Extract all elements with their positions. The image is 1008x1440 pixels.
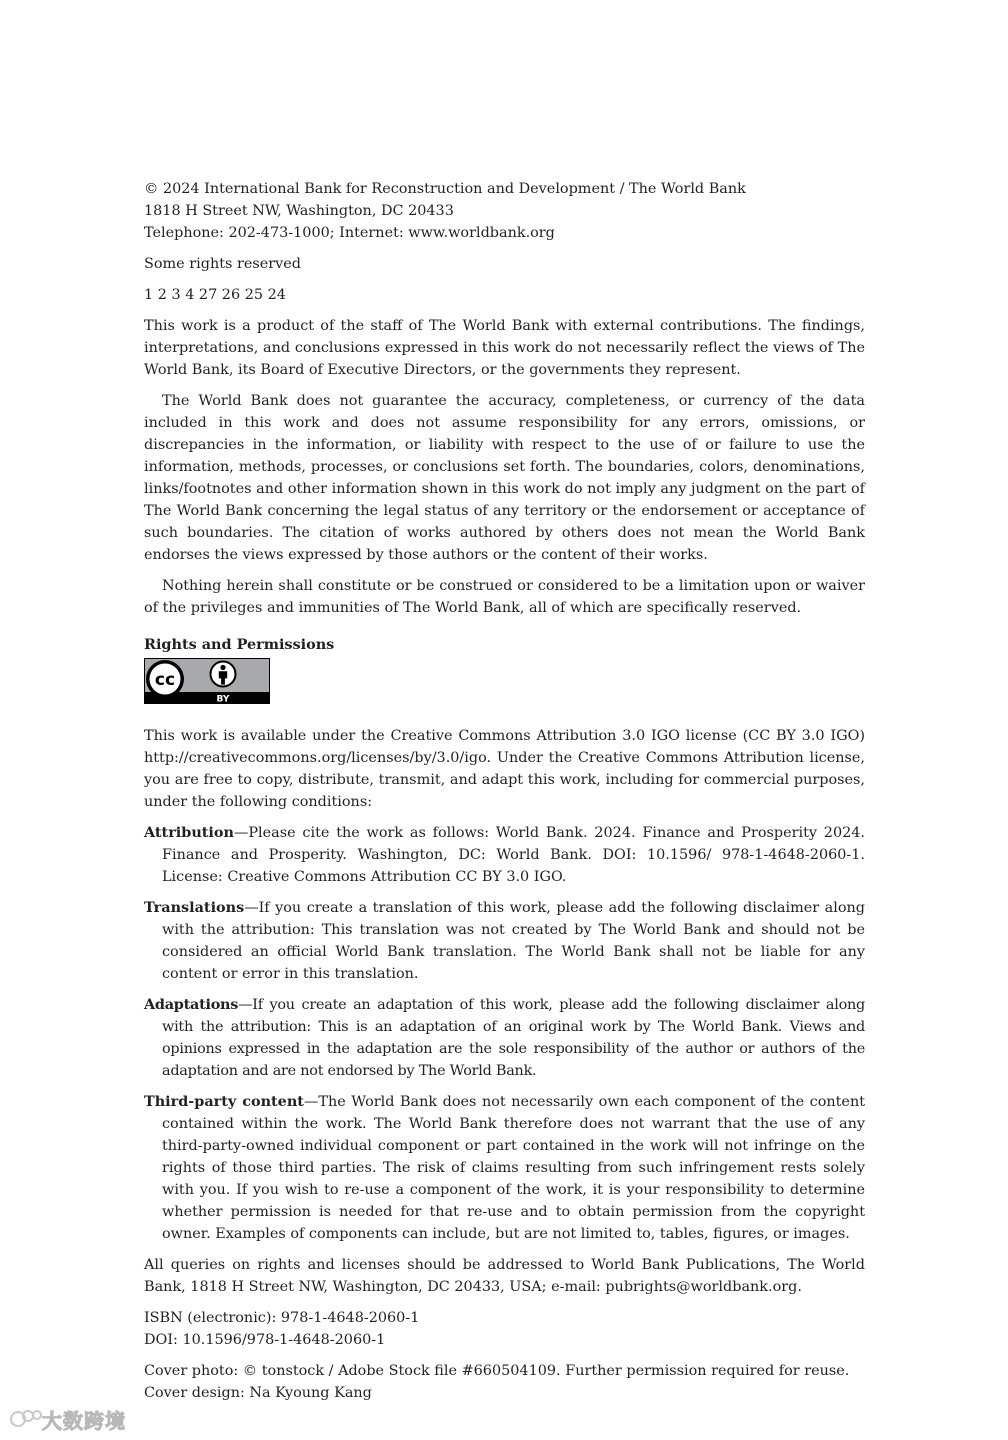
cc-icon-text: cc (154, 670, 176, 690)
attribution-person-icon (211, 662, 236, 687)
condition-text: —If you create a translation of this work, please add the following disclaimer along with the attribution: This translation was not created by The World Bank and should not be considered an official World Bank translation. The World Bank shall not be liable for any content or error in this translation. (162, 900, 865, 982)
copyright-page (144, 178, 865, 1404)
condition-term: Attribution (144, 824, 234, 841)
rights-heading: Rights and Permissions (144, 636, 335, 653)
license-text: This work is available under the Creative Commons Attribution 3.0 IGO license (CC BY 3.0 IGO) http://creativecommons.org/licenses/by/3.0/igo. Under the Creative Commons Attribution license, you are free to copy, distribute, transmit, and adapt this work, including for commercial purposes, under the following conditions: (144, 728, 865, 810)
cover-design-credit: Cover design: Na Kyoung Kang (144, 1385, 372, 1401)
address-line: 1818 H Street NW, Washington, DC 20433 (144, 203, 454, 219)
cc-by-license-badge (144, 658, 270, 704)
condition-text: —The World Bank does not necessarily own each component of the content contained within the work. The World Bank therefore does not warrant that the use of any third-party-owned individual component or part contained in the work will not infringe on the rights of those third parties. The risk of claims resulting from such infringement rests solely with you. If you wish to re-use a component of the work, it is your responsibility to determine whether permission is needed for that re-use and to obtain permission from the copyright owner. Examples of components can include, but are not limited to, tables, figures, or images. (162, 1094, 865, 1242)
cc-icon (146, 660, 184, 698)
condition-attribution (144, 822, 865, 888)
copyright-line: © 2024 International Bank for Reconstruction and Development / The World Bank (144, 181, 746, 197)
condition-adaptations (144, 994, 865, 1082)
publisher-block (144, 178, 865, 244)
by-label: BY (216, 694, 230, 704)
queries-paragraph: All queries on rights and licenses should be addressed to World Bank Publications, The World Bank, 1818 H Street NW, Washington, DC 20433, USA; e-mail: pubrights@worldbank.org. (144, 1257, 865, 1295)
disclaimer-paragraph: The World Bank does not guarantee the accuracy, completeness, or currency of the data included in this work and does not assume responsibility for any errors, omissions, or discrepancies in the information, or liability with respect to the use of or failure to use the information, methods, processes, or conclusions set forth. The boundaries, colors, denominations, links/footnotes and other information shown in this work do not imply any judgment on the part of The World Bank concerning the legal status of any territory or the endorsement or acceptance of such boundaries. The citation of works authored by others does not mean the World Bank endorses the views expressed by those authors or the content of their works. (144, 393, 865, 563)
contact-line: Telephone: 202-473-1000; Internet: www.worldbank.org (144, 225, 555, 241)
doi-line: DOI: 10.1596/978-1-4648-2060-1 (144, 1332, 386, 1348)
condition-text: —Please cite the work as follows: World Bank. 2024. Finance and Prosperity 2024. Finance and Prosperity. Washington, DC: World Bank. DOI: 10.1596/ 978-1-4648-2060-1. License: Creative Commons Attribution CC BY 3.0 IGO. (162, 825, 865, 885)
rights-reserved: Some rights reserved (144, 256, 301, 272)
watermark-text: 大数跨境 (42, 1409, 126, 1433)
condition-term: Adaptations (144, 996, 239, 1013)
condition-term: Translations (144, 899, 245, 916)
isbn-line: ISBN (electronic): 978-1-4648-2060-1 (144, 1310, 420, 1326)
cover-photo-credit: Cover photo: © tonstock / Adobe Stock file #660504109. Further permission required for reuse. (144, 1363, 850, 1379)
identifiers-block (144, 1307, 865, 1351)
printing-line: 1 2 3 4 27 26 25 24 (144, 287, 286, 303)
condition-term: Third-party content (144, 1093, 304, 1110)
condition-text: —If you create an adaptation of this work, please add the following disclaimer along with the attribution: This is an adaptation of an original work by The World Bank. Views and opinions expressed in the adaptation are the sole responsibility of the author or authors of the adaptation and are not endorsed by The World Bank. (162, 997, 865, 1079)
disclaimer-paragraph: Nothing herein shall constitute or be construed or considered to be a limitation upon or waiver of the privileges and immunities of The World Bank, all of which are specifically reserved. (144, 578, 865, 616)
condition-third-party (144, 1091, 865, 1245)
disclaimer-paragraph: This work is a product of the staff of The World Bank with external contributions. The findings, interpretations, and conclusions expressed in this work do not necessarily reflect the views of The World Bank, its Board of Executive Directors, or the governments they represent. (144, 318, 865, 378)
condition-translations (144, 897, 865, 985)
credits-block (144, 1360, 865, 1404)
